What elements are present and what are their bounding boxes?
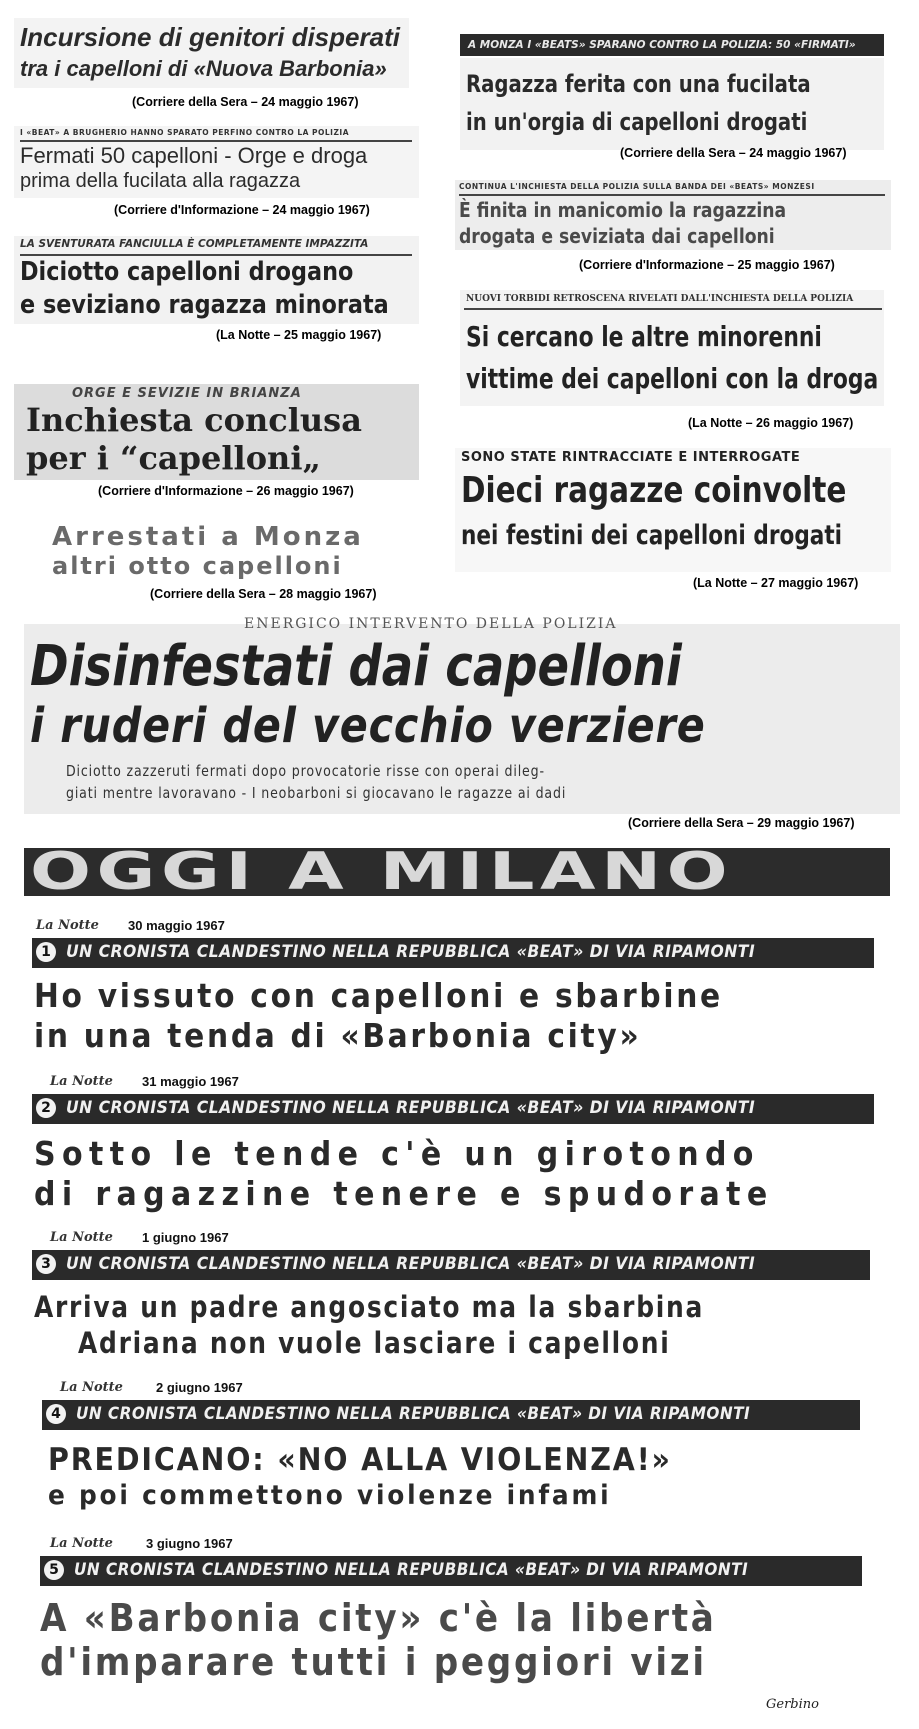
paper-name: La Notte: [50, 1074, 113, 1089]
banner-text: OGGI A MILANO: [30, 848, 734, 896]
series-number: 2: [36, 1098, 56, 1118]
series-kicker: UN CRONISTA CLANDESTINO NELLA REPUBBLICA «BEAT» DI VIA RIPAMONTI: [66, 1254, 756, 1274]
source-caption: (Corriere della Sera – 24 maggio 1967): [620, 146, 847, 160]
series-kicker-bar: [32, 1250, 870, 1280]
source-caption: (La Notte – 26 maggio 1967): [688, 416, 854, 430]
series-number: 3: [36, 1254, 56, 1274]
kicker: NUOVI TORBIDI RETROSCENA RIVELATI DALL'INCHIESTA DELLA POLIZIA: [466, 294, 854, 304]
clipping-big: [24, 616, 904, 836]
headline-line: Diciotto capelloni drogano: [20, 257, 354, 287]
headline-line: e seviziano ragazza minorata: [20, 290, 389, 320]
headline-line: Incursione di genitori disperati: [20, 22, 400, 52]
headline-line: e poi commettono violenze infami: [48, 1480, 612, 1511]
headline-line: Dieci ragazze coinvolte: [461, 470, 847, 511]
headline-line: in un'orgia di capelloni drogati: [466, 108, 808, 136]
paper-name: La Notte: [50, 1230, 113, 1245]
series-number: 4: [46, 1404, 66, 1424]
series-date: 30 maggio 1967: [128, 918, 225, 933]
headline-line: drogata e seviziata dai capelloni: [459, 224, 775, 248]
headline-line: di ragazzine tenere e spudorate: [34, 1174, 774, 1213]
series-date: 3 giugno 1967: [146, 1536, 233, 1551]
series-kicker-bar: [40, 1556, 862, 1586]
source-caption: (La Notte – 27 maggio 1967): [693, 576, 859, 590]
headline-line: Ho vissuto con capelloni e sbarbine: [34, 976, 723, 1015]
series-item-2: [0, 1074, 919, 1224]
series-date: 31 maggio 1967: [142, 1074, 239, 1089]
series-kicker-bar: [32, 938, 874, 968]
headline-line: A «Barbonia city» c'è la libertà: [40, 1596, 717, 1640]
kicker: CONTINUA L'INCHIESTA DELLA POLIZIA SULLA BANDA DEI «BEATS» MONZESI: [459, 182, 815, 191]
series-number: 5: [44, 1560, 64, 1580]
series-kicker-bar: [42, 1400, 860, 1430]
headline-line: Disinfestati dai capelloni: [30, 634, 682, 699]
source-caption: (Corriere d'Informazione – 25 maggio 1967): [579, 258, 835, 272]
signature: Gerbino: [766, 1697, 819, 1712]
clipping-left-2: [14, 126, 424, 226]
series-item-4: [0, 1380, 919, 1530]
headline-line: PREDICANO: «NO ALLA VIOLENZA!»: [48, 1442, 672, 1478]
source-caption: (Corriere della Sera – 28 maggio 1967): [150, 587, 377, 601]
headline-line: per i “capelloni„: [26, 439, 321, 477]
headline-line: Arrestati a Monza: [52, 522, 364, 552]
clipping-left-3: [14, 236, 424, 356]
headline-line: altri otto capelloni: [52, 552, 343, 580]
source-caption: (Corriere d'Informazione – 26 maggio 1967): [98, 484, 354, 498]
clipping-left-1: [14, 18, 414, 110]
clipping-left-5: [40, 520, 420, 610]
headline-line: Inchiesta conclusa: [26, 401, 362, 439]
paper-name: La Notte: [36, 918, 99, 933]
headline-line: vittime dei capelloni con la droga: [466, 362, 879, 395]
headline-line: È finita in manicomio la ragazzina: [459, 198, 787, 222]
series-item-1: [0, 918, 919, 1068]
source-caption: (La Notte – 25 maggio 1967): [216, 328, 382, 342]
oggi-a-milano-banner: [24, 848, 890, 896]
series-kicker: UN CRONISTA CLANDESTINO NELLA REPUBBLICA «BEAT» DI VIA RIPAMONTI: [66, 942, 756, 962]
series-date: 2 giugno 1967: [156, 1380, 243, 1395]
headline-line: i ruderi del vecchio verziere: [30, 698, 706, 754]
source-caption: (Corriere della Sera – 29 maggio 1967): [628, 816, 855, 830]
kicker: ENERGICO INTERVENTO DELLA POLIZIA: [244, 616, 618, 632]
paper-name: La Notte: [50, 1536, 113, 1551]
clipping-right-1: [460, 34, 890, 174]
clipping-right-4: [455, 448, 895, 596]
clipping-left-4: [14, 384, 424, 504]
headline-line: prima della fucilata alla ragazza: [20, 170, 301, 192]
kicker: SONO STATE RINTRACCIATE E INTERROGATE: [461, 450, 801, 465]
series-number: 1: [36, 942, 56, 962]
headline-line: Fermati 50 capelloni - Orge e droga: [20, 143, 368, 168]
headline-line: Arriva un padre angosciato ma la sbarbina: [34, 1290, 705, 1324]
headline-line: in una tenda di «Barbonia city»: [34, 1016, 642, 1055]
kicker: ORGE E SEVIZIE IN BRIANZA: [72, 386, 302, 401]
clipping-right-2: [455, 180, 895, 280]
series-kicker: UN CRONISTA CLANDESTINO NELLA REPUBBLICA «BEAT» DI VIA RIPAMONTI: [66, 1098, 756, 1118]
headline-line: d'imparare tutti i peggiori vizi: [40, 1640, 707, 1684]
series-kicker: UN CRONISTA CLANDESTINO NELLA REPUBBLICA «BEAT» DI VIA RIPAMONTI: [74, 1560, 749, 1580]
source-caption: (Corriere della Sera – 24 maggio 1967): [132, 95, 359, 109]
headline-line: nei festini dei capelloni drogati: [461, 520, 843, 551]
kicker: I «BEAT» A BRUGHERIO HANNO SPARATO PERFINO CONTRO LA POLIZIA: [20, 128, 350, 137]
series-kicker: UN CRONISTA CLANDESTINO NELLA REPUBBLICA «BEAT» DI VIA RIPAMONTI: [76, 1404, 751, 1424]
kicker: LA SVENTURATA FANCIULLA È COMPLETAMENTE IMPAZZITA: [20, 238, 369, 250]
clipping-right-3: [460, 290, 890, 440]
subhead-line: giati mentre lavoravano - I neobarboni si giocavano le ragazze ai dadi: [66, 784, 567, 802]
series-item-3: [0, 1230, 919, 1370]
source-caption: (Corriere d'Informazione – 24 maggio 1967): [114, 203, 370, 217]
kicker: A MONZA I «BEATS» SPARANO CONTRO LA POLIZIA: 50 «FIRMATI»: [460, 34, 884, 56]
series-item-5: [0, 1536, 919, 1686]
subhead-line: Diciotto zazzeruti fermati dopo provocatorie risse con operai dileg-: [66, 762, 545, 780]
headline-line: tra i capelloni di «Nuova Barbonia»: [20, 56, 387, 81]
headline-line: Si cercano le altre minorenni: [466, 320, 822, 353]
headline-line: Adriana non vuole lasciare i capelloni: [78, 1326, 671, 1360]
series-kicker-bar: [32, 1094, 874, 1124]
headline-line: Ragazza ferita con una fucilata: [466, 70, 811, 98]
series-date: 1 giugno 1967: [142, 1230, 229, 1245]
headline-line: Sotto le tende c'è un girotondo: [34, 1134, 760, 1173]
paper-name: La Notte: [60, 1380, 123, 1395]
